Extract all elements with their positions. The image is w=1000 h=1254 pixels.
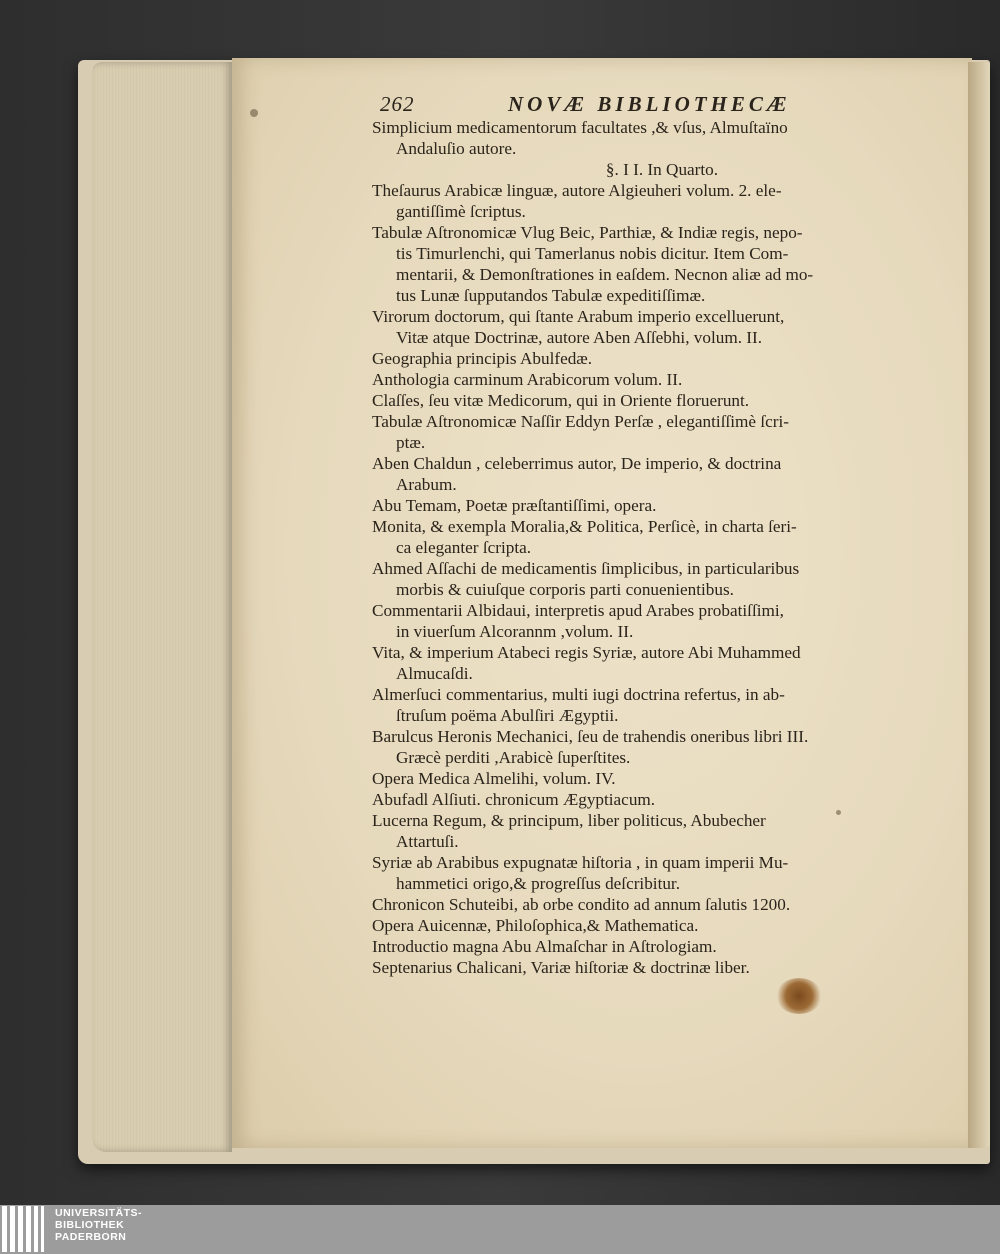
- text-line: Claſſes, ſeu vitæ Medicorum, qui in Oriente floruerunt.: [372, 391, 750, 410]
- text-line: Geographia principis Abulfedæ.: [372, 349, 593, 368]
- text-line: Almucaſdi.: [396, 664, 473, 683]
- text-line: in viuerſum Alcorannm ,volum. II.: [396, 622, 634, 641]
- text-line: Theſaurus Arabicæ linguæ, autore Algieuheri volum. 2. ele-: [372, 181, 782, 200]
- text-line: Opera Auicennæ, Philoſophica,& Mathematica.: [372, 916, 699, 935]
- text-line: ca eleganter ſcripta.: [396, 538, 532, 557]
- logo-line: BIBLIOTHEK: [55, 1219, 125, 1231]
- text-line: Barulcus Heronis Mechanici, ſeu de trahendis oneribus libri III.: [372, 727, 809, 746]
- text-line: Græcè perditi ,Arabicè ſuperſtites.: [396, 748, 631, 767]
- text-line: Aben Chaldun , celeberrimus autor, De imperio, & doctrina: [372, 454, 782, 473]
- text-line: tis Timurlenchi, qui Tamerlanus nobis dicitur. Item Com-: [396, 244, 789, 263]
- logo-line: UNIVERSITÄTS-: [55, 1207, 143, 1219]
- catalog-text: [372, 117, 932, 978]
- text-line: Monita, & exempla Moralia,& Politica, Perſicè, in charta ſeri-: [372, 517, 797, 536]
- text-line: Opera Medica Almelihi, volum. IV.: [372, 769, 616, 788]
- text-line: Simplicium medicamentorum facultates ,& vſus, Almuſtaïno: [372, 118, 788, 137]
- page-edges: [92, 62, 232, 1152]
- logo-line: PADERBORN: [55, 1231, 127, 1243]
- text-line: Anthologia carminum Arabicorum volum. II.: [372, 370, 683, 389]
- library-logo-text: [55, 1207, 142, 1243]
- text-line: morbis & cuiuſque corporis parti conuenientibus.: [396, 580, 734, 599]
- text-line: Chronicon Schuteibi, ab orbe condito ad annum ſalutis 1200.: [372, 895, 791, 914]
- text-line: Virorum doctorum, qui ſtante Arabum imperio excelluerunt,: [372, 307, 785, 326]
- paper-stain: [776, 978, 822, 1014]
- text-line: Introductio magna Abu Almaſchar in Aſtrologiam.: [372, 937, 717, 956]
- library-logo-icon: [0, 1206, 50, 1252]
- text-line: Abu Temam, Poetæ præſtantiſſimi, opera.: [372, 496, 657, 515]
- running-title: NOVÆ BIBLIOTHECÆ: [508, 92, 791, 116]
- text-line: Vita, & imperium Atabeci regis Syriæ, autore Abi Muhammed: [372, 643, 801, 662]
- page-header: [380, 92, 940, 120]
- text-line: Abufadl Alſiuti. chronicum Ægyptiacum.: [372, 790, 656, 809]
- text-line: Tabulæ Aſtronomicæ Naſſir Eddyn Perſæ , elegantiſſimè ſcri-: [372, 412, 789, 431]
- text-line: gantiſſimè ſcriptus.: [396, 202, 526, 221]
- text-line: Arabum.: [396, 475, 457, 494]
- text-line: ptæ.: [396, 433, 426, 452]
- text-line: Ahmed Aſſachi de medicamentis ſimplicibus, in particularibus: [372, 559, 800, 578]
- paper-speck: [250, 109, 258, 117]
- facing-page-edge: [968, 62, 990, 1148]
- text-line: ſtruſum poëma Abulſiri Ægyptii.: [396, 706, 619, 725]
- text-line: mentarii, & Demonſtrationes in eaſdem. Necnon aliæ ad mo-: [396, 265, 814, 284]
- text-line: Vitæ atque Doctrinæ, autore Aben Aſſebhi, volum. II.: [396, 328, 763, 347]
- page-number: 262: [380, 92, 415, 116]
- text-line: Andaluſio autore.: [396, 139, 517, 158]
- footer-bar: [0, 1205, 1000, 1254]
- text-line: Tabulæ Aſtronomicæ Vlug Beic, Parthiæ, & Indiæ regis, nepo-: [372, 223, 803, 242]
- section-heading: §. I I. In Quarto.: [605, 160, 719, 179]
- text-line: hammetici origo,& progreſſus deſcribitur.: [396, 874, 681, 893]
- text-line: tus Lunæ ſupputandos Tabulæ expeditiſſimæ.: [396, 286, 706, 305]
- text-line: Septenarius Chalicani, Variæ hiſtoriæ & doctrinæ liber.: [372, 958, 750, 977]
- text-line: Lucerna Regum, & principum, liber politicus, Abubecher: [372, 811, 766, 830]
- text-line: Commentarii Albidaui, interpretis apud Arabes probatiſſimi,: [372, 601, 784, 620]
- text-line: Syriæ ab Arabibus expugnatæ hiſtoria , in quam imperii Mu-: [372, 853, 789, 872]
- text-line: Almerſuci commentarius, multi iugi doctrina refertus, in ab-: [372, 685, 785, 704]
- text-line: Attartuſi.: [396, 832, 459, 851]
